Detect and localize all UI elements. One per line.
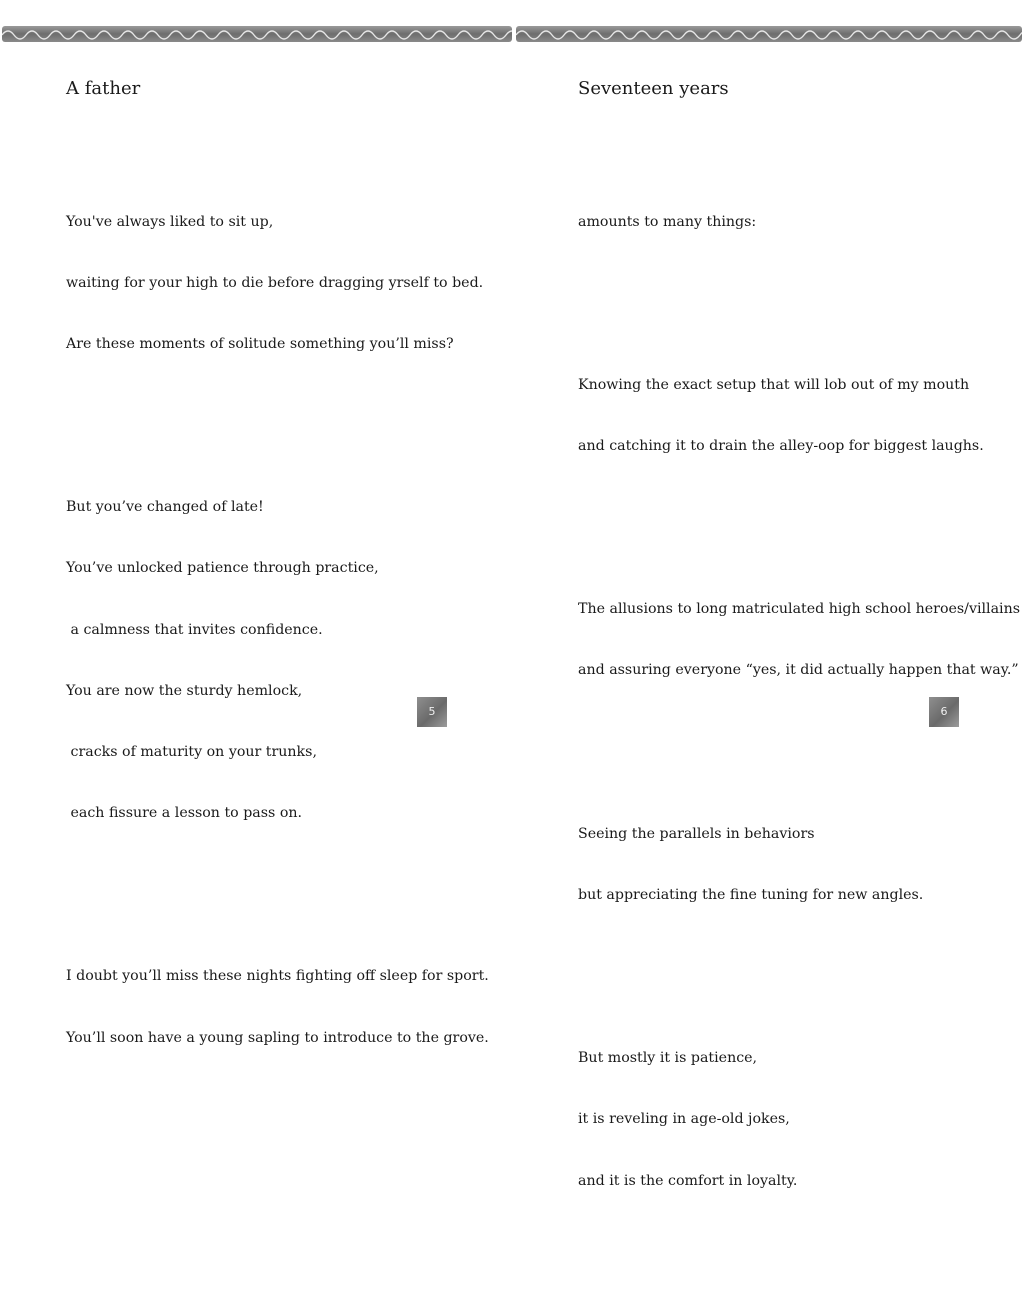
poem-line: cracks of maturity on your trunks, [66,744,317,761]
poem-line: The allusions to long matriculated high school heroes/villains [578,601,1020,618]
poem-line: and assuring everyone “yes, it did actually happen that way.” [578,662,1019,679]
stanza [66,456,489,864]
poem-line: each fissure a lesson to pass on. [66,805,303,822]
poem-line: but appreciating the fine tuning for new angles. [578,886,924,903]
poem-line: But you’ve changed of late! [66,499,264,516]
poem-line: You've always liked to sit up, [66,213,274,230]
stanza [578,783,1020,946]
poem-line: You’ve unlocked patience through practice, [66,560,379,577]
ornamental-border [2,26,512,42]
poem-line: You are now the sturdy hemlock, [66,682,303,699]
poem-line: amounts to many things: [578,213,757,230]
poem-body [66,130,489,1150]
right-page [512,0,1024,1189]
poem-line: But mostly it is patience, [578,1050,758,1067]
poem-title: A father [66,78,141,99]
poem-line: Are these moments of solitude something you’ll miss? [66,336,454,353]
ornamental-border [516,26,1022,42]
poem-line: a calmness that invites confidence. [66,621,323,638]
stanza [66,171,489,395]
wave-ornament-icon [516,26,1022,42]
poem-line: it is reveling in age-old jokes, [578,1111,790,1128]
poem-line: I doubt you’ll miss these nights fighting off sleep for sport. [66,968,489,985]
stanza [578,171,1020,273]
poem-line: and catching it to drain the alley-oop for biggest laughs. [578,438,984,455]
poem-line: Seeing the parallels in behaviors [578,825,815,842]
stanza [578,334,1020,497]
page-number-badge: 6 [929,697,959,727]
wave-ornament-icon [2,26,512,42]
stanza [578,1007,1020,1231]
left-page [0,0,512,1046]
stanza [66,926,489,1089]
poem-line: You’ll soon have a young sapling to introduce to the grove. [66,1029,489,1046]
page-number-badge: 5 [417,697,447,727]
poem-line: Knowing the exact setup that will lob out of my mouth [578,376,970,393]
poem-line: and it is the comfort in loyalty. [578,1172,798,1189]
poem-line: waiting for your high to die before dragging yrself to bed. [66,274,484,291]
poem-title: Seventeen years [578,78,729,99]
